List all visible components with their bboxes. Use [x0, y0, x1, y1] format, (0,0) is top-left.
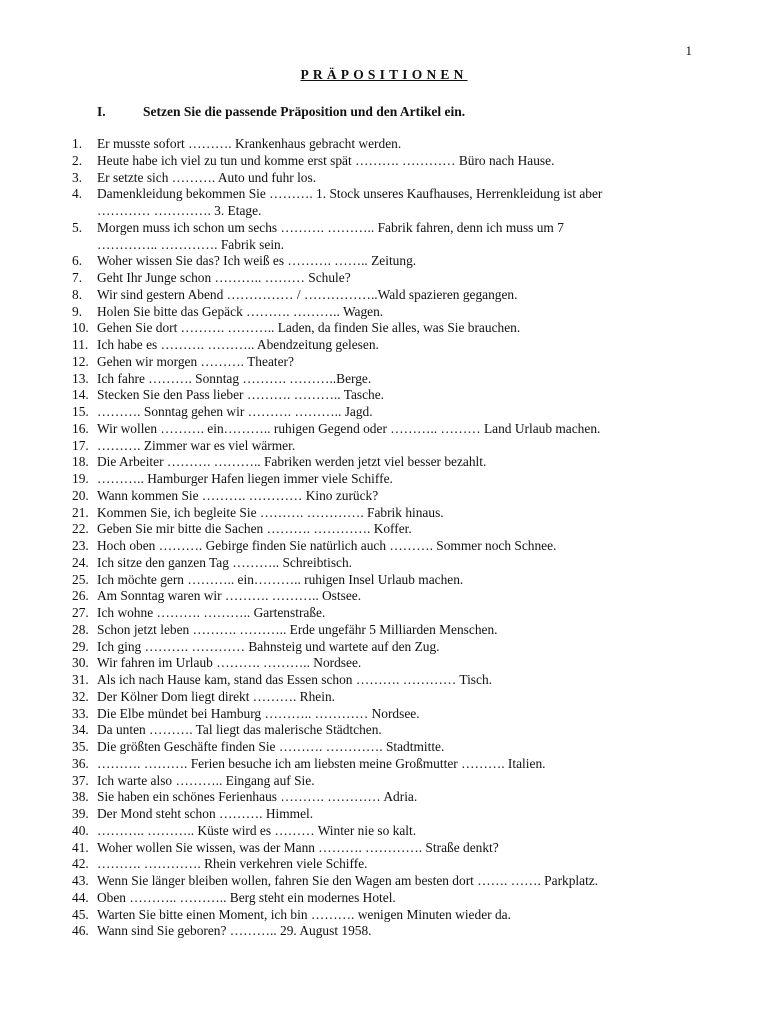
exercise-item [72, 823, 712, 840]
exercise-text [97, 538, 556, 555]
exercise-item [72, 856, 712, 873]
exercise-item [72, 739, 712, 756]
exercise-text [97, 840, 499, 857]
exercise-text [97, 304, 383, 321]
exercise-number: 1. [72, 136, 83, 151]
exercise-text [97, 136, 401, 153]
exercise-item [72, 371, 712, 388]
exercise-line: Die Elbe mündet bei Hamburg ……….. ………… Nordsee. [97, 705, 420, 721]
exercise-line: Sie haben ein schönes Ferienhaus ………. ………… Adria. [97, 789, 418, 805]
exercise-line: Wir sind gestern Abend …………… / ……………..Wald spazieren gegangen. [97, 286, 518, 302]
exercise-text [97, 722, 382, 739]
exercise-line: ………. Zimmer war es viel wärmer. [97, 437, 296, 453]
exercise-number: 16. [72, 420, 89, 436]
exercise-number: 41. [72, 839, 89, 855]
exercise-line: Die größten Geschäfte finden Sie ………. …………. Stadtmitte. [97, 739, 445, 754]
exercise-number: 35. [72, 739, 89, 754]
exercise-number: 37. [72, 772, 89, 788]
exercise-number: 31. [72, 672, 89, 687]
exercise-text [97, 471, 393, 488]
exercise-item [72, 270, 712, 287]
exercise-item [72, 421, 712, 438]
exercise-line: Gehen Sie dort ………. ……….. Laden, da finden Sie alles, was Sie brauchen. [97, 320, 521, 336]
exercise-item [72, 153, 712, 170]
instruction-text: Setzen Sie die passende Präposition und den Artikel ein. [143, 104, 466, 119]
exercise-text [97, 672, 492, 689]
exercise-item [72, 923, 712, 940]
exercise-number: 39. [72, 806, 89, 821]
exercise-item [72, 505, 712, 522]
exercise-item [72, 655, 712, 672]
exercise-line: Die Arbeiter ………. ……….. Fabriken werden jetzt viel besser bezahlt. [97, 454, 487, 470]
exercise-number: 46. [72, 923, 89, 939]
exercise-item [72, 170, 712, 187]
exercise-text [97, 806, 313, 823]
exercise-item [72, 873, 712, 890]
exercise-text [97, 588, 361, 605]
exercise-line: Wir wollen ………. ein……….. ruhigen Gegend oder ……….. ……… Land Urlaub machen. [97, 420, 601, 436]
exercise-item [72, 555, 712, 572]
exercise-text [97, 823, 416, 840]
exercise-number: 38. [72, 789, 89, 805]
page-number: 1 [685, 43, 692, 58]
exercise-text [97, 270, 351, 287]
exercise-text [97, 622, 498, 639]
exercise-text [97, 773, 315, 790]
exercise-number: 26. [72, 588, 89, 604]
exercise-item [72, 538, 712, 555]
exercise-item [72, 773, 712, 790]
exercise-text [97, 371, 371, 388]
exercise-item [72, 588, 712, 605]
exercise-line: Stecken Sie den Pass lieber ………. ……….. Tasche. [97, 387, 385, 403]
exercise-item [72, 438, 712, 455]
exercise-line: ………. Sonntag gehen wir ………. ……….. Jagd. [97, 404, 373, 419]
exercise-item [72, 404, 712, 421]
exercise-number: 3. [72, 169, 83, 185]
exercise-item [72, 756, 712, 773]
page-title: PRÄPOSITIONEN [300, 67, 468, 82]
exercise-text [97, 873, 598, 890]
exercise-number: 6. [72, 253, 83, 269]
exercise-line: Wann sind Sie geboren? ……….. 29. August 1958. [97, 923, 372, 939]
exercise-line: Da unten ………. Tal liegt das malerische Städtchen. [97, 722, 382, 738]
exercise-text [97, 488, 378, 505]
exercise-line: Ich fahre ………. Sonntag ………. ………..Berge. [97, 370, 372, 386]
exercise-item [72, 304, 712, 321]
exercise-number: 33. [72, 705, 89, 721]
exercise-item [72, 722, 712, 739]
exercise-line: ……….. Hamburger Hafen liegen immer viele Schiffe. [97, 471, 393, 486]
exercise-number: 7. [72, 270, 83, 285]
exercise-text [97, 320, 520, 337]
exercise-line: Wann kommen Sie ………. ………… Kino zurück? [97, 487, 379, 503]
exercise-line: Am Sonntag waren wir ………. ……….. Ostsee. [97, 588, 362, 604]
exercise-line: ………. ………. Ferien besuche ich am liebsten meine Großmutter ………. Italien. [97, 755, 546, 771]
exercise-number: 2. [72, 152, 83, 168]
exercise-number: 18. [72, 454, 89, 470]
exercise-number: 10. [72, 320, 89, 336]
exercise-number: 32. [72, 688, 89, 704]
exercise-line: Oben ……….. ……….. Berg steht ein modernes Hotel. [97, 889, 396, 905]
exercise-line: Woher wollen Sie wissen, was der Mann ………. …………. Straße denkt? [97, 839, 499, 855]
exercise-line: Heute habe ich viel zu tun und komme erst spät ………. ………… Büro nach Hause. [97, 152, 555, 168]
exercise-item [72, 605, 712, 622]
exercise-text [97, 153, 554, 170]
exercise-text [97, 655, 361, 672]
exercise-number: 12. [72, 353, 89, 369]
exercise-number: 30. [72, 655, 89, 671]
exercise-line: Geht Ihr Junge schon ……….. ……… Schule? [97, 270, 351, 285]
exercise-text [97, 890, 396, 907]
exercise-line: Morgen muss ich schon um sechs ………. ……….. Fabrik fahren, denn ich muss um 7 [97, 219, 564, 235]
exercise-number: 8. [72, 286, 83, 302]
exercise-line: Er musste sofort ………. Krankenhaus gebracht werden. [97, 136, 402, 151]
exercise-line: Als ich nach Hause kam, stand das Essen schon ………. ………… Tisch. [97, 672, 492, 687]
exercise-text [97, 907, 511, 924]
exercise-number: 45. [72, 906, 89, 922]
exercise-line: Schon jetzt leben ………. ……….. Erde ungefähr 5 Milliarden Menschen. [97, 621, 498, 637]
exercise-number: 23. [72, 538, 89, 553]
exercise-number: 34. [72, 722, 89, 738]
exercise-text [97, 923, 372, 940]
exercise-item [72, 622, 712, 639]
exercise-number: 44. [72, 889, 89, 905]
exercise-line: Woher wissen Sie das? Ich weiß es ………. …….. Zeitung. [97, 253, 417, 269]
exercise-line: Ich wohne ………. ……….. Gartenstraße. [97, 605, 326, 620]
exercise-item [72, 337, 712, 354]
exercise-number: 29. [72, 638, 89, 654]
exercise-text [97, 739, 444, 756]
exercise-item [72, 689, 712, 706]
exercise-text [97, 756, 545, 773]
exercise-item [72, 672, 712, 689]
exercise-item [72, 471, 712, 488]
exercise-number: 14. [72, 387, 89, 403]
exercise-number: 36. [72, 755, 89, 771]
exercise-number: 21. [72, 504, 89, 520]
exercise-text [97, 387, 384, 404]
exercise-text [97, 220, 564, 254]
exercise-line: Der Kölner Dom liegt direkt ………. Rhein. [97, 688, 336, 704]
exercise-text [97, 555, 352, 572]
exercise-text [97, 572, 463, 589]
exercise-line: ………….. …………. Fabrik sein. [97, 236, 285, 252]
exercise-text [97, 521, 412, 538]
exercise-line: Ich sitze den ganzen Tag ……….. Schreibtisch. [97, 554, 353, 570]
exercise-item [72, 454, 712, 471]
exercise-number: 4. [72, 186, 83, 202]
exercise-line: Hoch oben ………. Gebirge finden Sie natürlich auch ………. Sommer noch Schnee. [97, 538, 557, 553]
exercise-line: Kommen Sie, ich begleite Sie ………. …………. Fabrik hinaus. [97, 504, 444, 520]
exercise-number: 25. [72, 571, 89, 587]
exercise-item [72, 890, 712, 907]
exercise-line: Damenkleidung bekommen Sie ………. 1. Stock unseres Kaufhauses, Herrenkleidung ist aber [97, 186, 603, 202]
exercise-line: Er setzte sich ………. Auto und fuhr los. [97, 169, 317, 185]
exercise-list [72, 136, 712, 940]
exercise-number: 13. [72, 370, 89, 386]
exercise-text [97, 421, 600, 438]
exercise-number: 15. [72, 404, 89, 419]
exercise-line: Holen Sie bitte das Gepäck ………. ……….. Wagen. [97, 303, 384, 319]
exercise-line: Der Mond steht schon ………. Himmel. [97, 806, 314, 821]
exercise-item [72, 806, 712, 823]
exercise-item [72, 840, 712, 857]
exercise-item [72, 136, 712, 153]
exercise-line: ………. …………. Rhein verkehren viele Schiffe. [97, 856, 368, 872]
exercise-number: 28. [72, 621, 89, 637]
exercise-line: Warten Sie bitte einen Moment, ich bin ………. wenigen Minuten wieder da. [97, 906, 511, 922]
exercise-number: 43. [72, 873, 89, 888]
exercise-text [97, 789, 417, 806]
exercise-line: Geben Sie mir bitte die Sachen ………. …………. Koffer. [97, 521, 412, 537]
exercise-item [72, 220, 712, 254]
exercise-item [72, 488, 712, 505]
exercise-line: Ich ging ………. ………… Bahnsteig und wartete auf den Zug. [97, 638, 440, 654]
exercise-number: 19. [72, 471, 89, 486]
exercise-number: 20. [72, 487, 89, 503]
exercise-text [97, 186, 602, 220]
exercise-line: Ich warte also ……….. Eingang auf Sie. [97, 772, 315, 788]
exercise-item [72, 186, 712, 220]
exercise-line: Wir fahren im Urlaub ………. ……….. Nordsee. [97, 655, 362, 671]
exercise-text [97, 337, 379, 354]
section-instruction [97, 104, 465, 120]
exercise-text [97, 253, 416, 270]
exercise-line: Ich habe es ………. ……….. Abendzeitung gelesen. [97, 337, 379, 352]
exercise-item [72, 287, 712, 304]
exercise-item [72, 789, 712, 806]
exercise-line: ………… …………. 3. Etage. [97, 203, 262, 218]
exercise-line: Gehen wir morgen ………. Theater? [97, 353, 294, 369]
exercise-text [97, 170, 316, 187]
exercise-text [97, 605, 325, 622]
exercise-item [72, 907, 712, 924]
exercise-line: ……….. ……….. Küste wird es ……… Winter nie so kalt. [97, 822, 417, 838]
exercise-number: 24. [72, 554, 89, 570]
exercise-item [72, 320, 712, 337]
exercise-text [97, 287, 517, 304]
exercise-number: 9. [72, 303, 83, 319]
exercise-item [72, 639, 712, 656]
section-number: I. [97, 104, 106, 119]
exercise-text [97, 354, 294, 371]
exercise-text [97, 856, 367, 873]
exercise-item [72, 253, 712, 270]
exercise-text [97, 438, 295, 455]
exercise-text [97, 689, 335, 706]
exercise-item [72, 572, 712, 589]
exercise-number: 17. [72, 437, 89, 453]
exercise-text [97, 404, 373, 421]
exercise-number: 42. [72, 856, 89, 872]
exercise-text [97, 454, 486, 471]
exercise-line: Wenn Sie länger bleiben wollen, fahren Sie den Wagen am besten dort ……. ……. Parkplatz. [97, 873, 599, 888]
exercise-text [97, 639, 440, 656]
exercise-text [97, 505, 444, 522]
exercise-number: 40. [72, 822, 89, 838]
exercise-line: Ich möchte gern ……….. ein……….. ruhigen Insel Urlaub machen. [97, 571, 464, 587]
exercise-item [72, 387, 712, 404]
exercise-number: 5. [72, 219, 83, 235]
exercise-number: 11. [72, 337, 89, 352]
exercise-number: 27. [72, 605, 89, 620]
exercise-item [72, 354, 712, 371]
exercise-number: 22. [72, 521, 89, 537]
exercise-item [72, 521, 712, 538]
exercise-item [72, 706, 712, 723]
exercise-text [97, 706, 420, 723]
